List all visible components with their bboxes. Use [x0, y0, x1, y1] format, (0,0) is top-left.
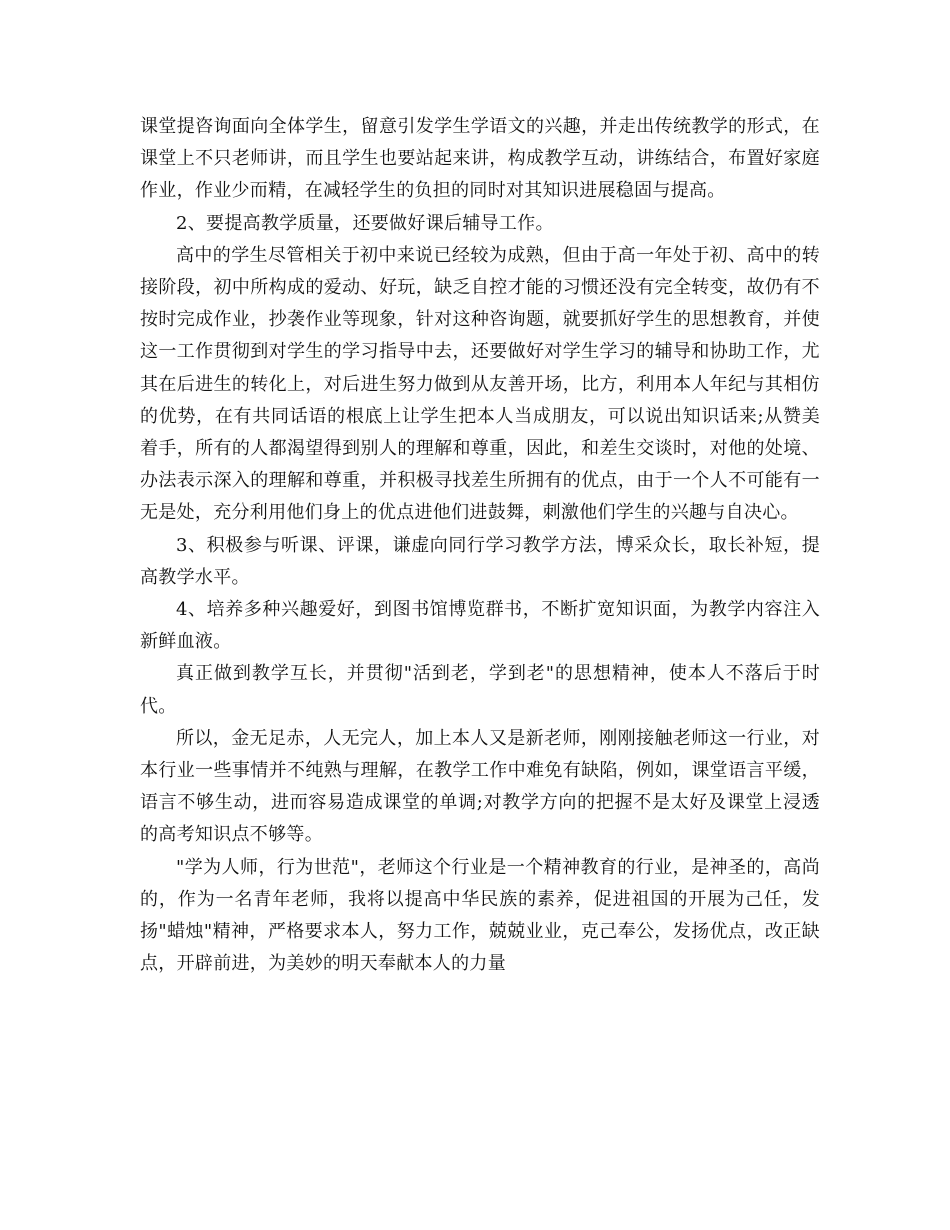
- paragraph-point-2: 2、要提高教学质量，还要做好课后辅导工作。: [176, 212, 554, 234]
- paragraph-shortcomings: 所以，金无足赤，人无完人，加上本人又是新老师，刚刚接触老师这一行业，对本行业一些事情并不纯熟与理解，在教学工作中难免有缺陷，例如，课堂语言平缓，语言不够生动，进而容易造成课堂的单调;对教学方向的把握不是太好及课堂上浸透的高考知识点不够等。: [140, 727, 820, 846]
- paragraph-point-3: 3、积极参与听课、评课，谦虚向同行学习教学方法，博采众长，取长补短，提高教学水平。: [140, 534, 820, 588]
- paragraph-intro: 课堂提咨询面向全体学生，留意引发学生学语文的兴趣，并走出传统教学的形式，在课堂上不只老师讲，而且学生也要站起来讲，构成教学互动，讲练结合，布置好家庭作业，作业少而精，在减轻学生的负担的同时对其知识进展稳固与提高。: [140, 116, 820, 202]
- paragraph-tutoring: 高中的学生尽管相关于初中来说已经较为成熟，但由于高一年处于初、高中的转接阶段，初中所构成的爱动、好玩，缺乏自控才能的习惯还没有完全转变，故仍有不按时完成作业，抄袭作业等现象，针对这种咨询题，就要抓好学生的思想教育，并使这一工作贯彻到对学生的学习指导中去，还要做好对学生学习的辅导和协助工作，尤其在后进生的转化上，对后进生努力做到从友善开场，比方，利用本人年纪与其相仿的优势，在有共同话语的根底上让学生把本人当成朋友，可以说出知识话来;从赞美着手，所有的人都渴望得到别人的理解和尊重，因此，和差生交谈时，对他的处境、办法表示深入的理解和尊重，并积极寻找差生所拥有的优点，由于一个人不可能有一无是处，充分利用他们身上的优点进他们进鼓舞，刺激他们学生的兴趣与自决心。: [140, 244, 820, 524]
- paragraph-conclusion: "学为人师，行为世范"，老师这个行业是一个精神教育的行业，是神圣的，高尚的，作为一名青年老师，我将以提高中华民族的素养，促进祖国的开展为己任，发扬"蜡烛"精神，严格要求本人，努力工作，兢兢业业，克己奉公，发扬优点，改正缺点，开辟前进，为美妙的明天奉献本人的力量: [140, 856, 820, 975]
- paragraph-lifelong-learning: 真正做到教学互长，并贯彻"活到老，学到老"的思想精神，使本人不落后于时代。: [140, 663, 820, 717]
- paragraph-point-4: 4、培养多种兴趣爱好，到图书馆博览群书，不断扩宽知识面，为教学内容注入新鲜血液。: [140, 599, 820, 653]
- document-body: [140, 111, 820, 980]
